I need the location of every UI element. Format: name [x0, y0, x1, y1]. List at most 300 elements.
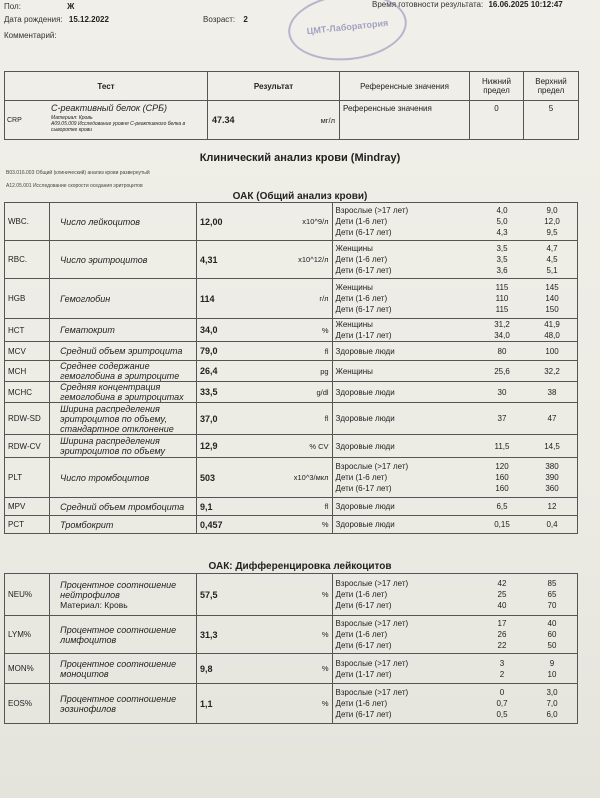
col-upper: Верхний предел — [524, 72, 579, 101]
reference-row — [333, 658, 577, 669]
reference-row — [333, 441, 577, 452]
reference-row — [333, 387, 577, 398]
test-name: Число тромбоцитов — [60, 472, 150, 483]
test-name: Ширина распределения эритроцитов по объему, стандартное отклонение — [60, 403, 174, 434]
test-code: RDW-CV — [5, 435, 50, 458]
cbc-service-1: B03.016.003 Общий (клинический) анализ крови развернутый — [6, 170, 150, 176]
crp-material: Материал: Кровь — [51, 115, 93, 121]
reference-upper: 9,0 — [546, 206, 558, 215]
reference-label: Взрослые (>17 лет) — [335, 658, 409, 668]
result-cell — [197, 516, 333, 534]
comment-label: Комментарий: — [4, 31, 57, 40]
result-value: 31,3 — [200, 629, 218, 640]
result-value: 12,00 — [200, 216, 223, 227]
test-name-cell — [50, 342, 197, 361]
result-unit: fl — [324, 414, 329, 423]
crp-method: A09.05.009 Исследование уровня С-реактивного белка в сыворотке крови — [51, 121, 186, 133]
reference-row — [333, 501, 577, 512]
reference-row — [333, 205, 577, 216]
reference-upper: 41,9 — [544, 320, 560, 329]
reference-row — [333, 282, 577, 293]
reference-list — [333, 658, 577, 680]
reference-label: Дети (6-17 лет) — [335, 710, 392, 719]
test-name-cell — [50, 279, 197, 319]
test-name-cell — [50, 435, 197, 458]
reference-upper: 47 — [547, 414, 557, 423]
reference-lower: 4,3 — [496, 228, 508, 237]
test-name-cell — [50, 684, 197, 724]
reference-cell — [332, 319, 577, 342]
reference-upper: 9,5 — [546, 228, 558, 237]
reference-row — [333, 366, 577, 377]
reference-upper: 4,5 — [546, 255, 558, 264]
table-row — [5, 498, 578, 516]
reference-label: Здоровые люди — [335, 441, 395, 451]
test-name: Ширина распределения эритроцитов по объему — [60, 436, 166, 456]
reference-label: Взрослые (>17 лет) — [335, 206, 409, 215]
reference-upper: 40 — [547, 619, 557, 628]
reference-lower: 160 — [495, 484, 509, 493]
reference-label: Женщины — [335, 283, 373, 292]
test-name: Процентное соотношение лимфоцитов — [60, 624, 177, 645]
test-name: Гемоглобин — [60, 293, 111, 304]
reference-lower: 31,2 — [494, 320, 510, 329]
test-code: MCHC — [5, 382, 50, 403]
reference-label: Здоровые люди — [335, 414, 395, 423]
diff-table — [4, 573, 578, 724]
reference-row — [333, 319, 577, 330]
reference-row — [333, 254, 577, 265]
reference-upper: 14,5 — [544, 441, 560, 451]
reference-upper: 60 — [547, 630, 557, 639]
crp-result: 47.34 — [212, 115, 235, 125]
reference-label: Дети (6-17 лет) — [335, 228, 392, 237]
reference-upper: 140 — [545, 294, 559, 303]
reference-cell — [332, 241, 577, 279]
reference-lower: 30 — [497, 387, 507, 397]
reference-label: Дети (1-6 лет) — [335, 630, 388, 639]
table-row — [5, 382, 578, 403]
birth-value: 15.12.2022 — [68, 15, 109, 24]
reference-label: Взрослые (>17 лет) — [335, 462, 409, 471]
result-cell — [197, 458, 333, 498]
reference-upper: 100 — [545, 346, 559, 356]
ready-label: Время готовности результата: — [372, 0, 484, 9]
reference-label: Здоровые люди — [335, 520, 395, 529]
table-header-row — [5, 72, 579, 101]
reference-lower: 5,0 — [496, 217, 508, 226]
result-cell — [197, 241, 333, 279]
lab-stamp: ЦМТ-Лаборатория — [285, 0, 410, 66]
reference-row — [333, 698, 577, 709]
table-row — [5, 616, 578, 654]
result-unit: x10^3/мкл — [293, 473, 329, 482]
result-cell — [197, 203, 333, 241]
reference-label: Взрослые (>17 лет) — [335, 619, 409, 628]
reference-upper: 6,0 — [546, 710, 558, 719]
cbc-title: Клинический анализ крови (Mindray) — [199, 152, 401, 164]
test-name-cell — [50, 319, 197, 342]
result-unit: x10^9/л — [302, 217, 329, 226]
reference-cell — [332, 616, 577, 654]
table-row — [5, 403, 578, 435]
test-name-cell — [50, 403, 197, 435]
reference-label: Здоровые люди — [335, 346, 395, 356]
crp-name: С-реактивный белок (СРБ) — [51, 103, 167, 113]
age-label: Возраст: — [203, 15, 236, 24]
reference-cell — [332, 403, 577, 435]
reference-list — [333, 519, 577, 530]
reference-lower: 160 — [495, 473, 509, 482]
test-name-cell — [50, 382, 197, 403]
ready-value: 16.06.2025 10:12:47 — [488, 0, 563, 9]
test-code: MCV — [5, 342, 50, 361]
reference-lower: 4,0 — [496, 206, 508, 215]
test-name-cell — [50, 458, 197, 498]
result-cell — [197, 403, 333, 435]
test-code: LYM% — [5, 616, 50, 654]
test-code: RBC. — [5, 241, 50, 279]
test-name: Число эритроцитов — [60, 254, 148, 265]
reference-label: Женщины — [335, 244, 373, 253]
reference-lower: 42 — [497, 579, 507, 588]
table-row — [5, 574, 578, 616]
reference-lower: 25 — [497, 590, 507, 599]
reference-cell — [332, 684, 577, 724]
reference-row — [333, 472, 577, 483]
reference-list — [333, 282, 577, 315]
reference-row — [333, 578, 577, 589]
test-code: HCT — [5, 319, 50, 342]
reference-label: Дети (1-6 лет) — [335, 699, 388, 708]
result-unit: x10^12/л — [298, 255, 329, 264]
reference-upper: 50 — [547, 641, 557, 650]
table-row — [5, 684, 578, 724]
cbc-service-2: A12.05.001 Исследование скорости оседания эритроцитов — [6, 183, 143, 189]
test-name: Гематокрит — [60, 325, 115, 335]
reference-lower: 3,5 — [496, 255, 508, 264]
crp-code: CRP — [7, 116, 22, 124]
result-unit: pg — [320, 366, 329, 376]
crp-table — [4, 71, 579, 140]
diff-title: ОАК: Дифференцировка лейкоцитов — [208, 561, 392, 572]
reference-list — [333, 687, 577, 720]
result-value: 503 — [200, 472, 216, 483]
reference-row — [333, 669, 577, 680]
result-value: 26,4 — [200, 366, 218, 376]
test-material: Материал: Кровь — [60, 599, 128, 610]
test-name-cell — [50, 516, 197, 534]
reference-row — [333, 629, 577, 640]
reference-upper: 9 — [549, 658, 555, 668]
reference-upper: 32,2 — [544, 366, 560, 376]
result-unit: % — [321, 630, 329, 639]
reference-list — [333, 205, 577, 238]
reference-upper: 70 — [547, 601, 557, 610]
result-unit: % — [321, 699, 329, 708]
reference-lower: 0,5 — [496, 710, 508, 719]
reference-list — [333, 346, 577, 357]
result-value: 1,1 — [200, 698, 213, 709]
test-name: Процентное соотношение эозинофилов — [60, 693, 177, 714]
crp-upper: 5 — [524, 101, 579, 140]
reference-label: Взрослые (>17 лет) — [335, 688, 409, 697]
result-value: 79,0 — [200, 346, 218, 356]
result-cell — [197, 574, 333, 616]
reference-cell — [332, 361, 577, 382]
reference-label: Дети (6-17 лет) — [335, 305, 392, 314]
table-row — [5, 279, 578, 319]
reference-lower: 0,15 — [494, 520, 510, 529]
reference-row — [333, 618, 577, 629]
reference-label: Дети (1-6 лет) — [335, 255, 388, 264]
test-name: Тромбокрит — [60, 519, 114, 530]
reference-label: Дети (1-17 лет) — [335, 331, 392, 340]
test-name: Средний объем эритроцита — [60, 346, 183, 356]
result-cell — [197, 361, 333, 382]
reference-upper: 0,4 — [546, 520, 558, 529]
reference-lower: 120 — [495, 462, 509, 471]
result-value: 33,5 — [200, 387, 218, 397]
reference-upper: 150 — [545, 305, 559, 314]
reference-row — [333, 243, 577, 254]
reference-row — [333, 600, 577, 611]
test-name: Среднее содержание гемоглобина в эритроците — [60, 361, 180, 381]
reference-lower: 22 — [497, 641, 507, 650]
test-code: MCH — [5, 361, 50, 382]
reference-cell — [332, 458, 577, 498]
reference-lower: 34,0 — [494, 331, 510, 340]
reference-label: Женщины — [335, 366, 373, 376]
reference-list — [333, 413, 577, 424]
table-row — [5, 342, 578, 361]
reference-row — [333, 304, 577, 315]
reference-row — [333, 413, 577, 424]
reference-label: Дети (6-17 лет) — [335, 484, 392, 493]
col-test: Тест — [5, 72, 208, 101]
reference-row — [333, 589, 577, 600]
cbc-table — [4, 202, 578, 534]
reference-lower: 110 — [495, 294, 509, 303]
reference-list — [333, 319, 577, 341]
result-cell — [197, 435, 333, 458]
reference-lower: 40 — [497, 601, 507, 610]
test-code: NEU% — [5, 574, 50, 616]
reference-cell — [332, 435, 577, 458]
crp-lower: 0 — [470, 101, 524, 140]
reference-upper: 38 — [547, 387, 557, 397]
test-code: EOS% — [5, 684, 50, 724]
reference-row — [333, 687, 577, 698]
crp-unit: мг/л — [320, 115, 335, 125]
test-code: PCT — [5, 516, 50, 534]
reference-label: Здоровые люди — [335, 387, 395, 397]
reference-list — [333, 387, 577, 398]
reference-label: Дети (6-17 лет) — [335, 601, 392, 610]
reference-cell — [332, 382, 577, 403]
test-code: WBC. — [5, 203, 50, 241]
result-cell — [197, 319, 333, 342]
result-unit: % — [321, 325, 329, 335]
reference-row — [333, 483, 577, 494]
reference-list — [333, 441, 577, 452]
reference-lower: 2 — [499, 669, 505, 679]
reference-upper: 360 — [545, 484, 559, 493]
age-field — [203, 15, 248, 24]
result-cell — [197, 684, 333, 724]
reference-label: Женщины — [335, 320, 373, 329]
reference-list — [333, 578, 577, 611]
result-cell — [197, 279, 333, 319]
reference-label: Дети (1-17 лет) — [335, 669, 392, 679]
reference-lower: 0 — [499, 688, 505, 697]
result-value: 114 — [200, 293, 215, 304]
test-name-cell — [50, 616, 197, 654]
table-row — [5, 241, 578, 279]
reference-cell — [332, 516, 577, 534]
result-cell — [197, 382, 333, 403]
result-value: 0,457 — [200, 519, 223, 530]
result-unit: fl — [324, 502, 329, 511]
test-code: RDW-SD — [5, 403, 50, 435]
reference-list — [333, 618, 577, 651]
test-name: Процентное соотношение нейтрофилов — [60, 579, 177, 600]
result-value: 9,1 — [200, 501, 213, 512]
test-code: MPV — [5, 498, 50, 516]
reference-upper: 7,0 — [546, 699, 558, 708]
reference-cell — [332, 279, 577, 319]
reference-label: Дети (6-17 лет) — [335, 266, 392, 275]
reference-lower: 11,5 — [494, 441, 510, 451]
reference-lower: 115 — [495, 305, 509, 314]
table-row — [5, 203, 578, 241]
result-unit: % — [321, 664, 329, 673]
test-name-cell — [50, 361, 197, 382]
crp-test-cell — [5, 101, 208, 140]
result-value: 12,9 — [200, 441, 218, 451]
test-name: Средняя концентрация гемоглобина в эритроцитах — [60, 382, 184, 402]
reference-upper: 145 — [545, 283, 559, 292]
reference-lower: 3,6 — [496, 266, 508, 275]
reference-upper: 380 — [545, 462, 559, 471]
reference-label: Дети (1-6 лет) — [335, 217, 388, 226]
reference-lower: 26 — [497, 630, 507, 639]
result-cell — [197, 498, 333, 516]
sex-label: Пол: — [4, 2, 21, 11]
result-unit: fl — [324, 346, 329, 356]
sex-field — [4, 2, 74, 11]
reference-upper: 12,0 — [544, 217, 560, 226]
result-cell — [197, 616, 333, 654]
reference-cell — [332, 203, 577, 241]
result-value: 34,0 — [200, 325, 218, 335]
table-row — [5, 458, 578, 498]
birth-label: Дата рождения: — [4, 15, 63, 24]
test-name: Число лейкоцитов — [60, 216, 140, 227]
reference-row — [333, 461, 577, 472]
reference-lower: 3,5 — [496, 244, 508, 253]
oak-title: ОАК (Общий анализ крови) — [232, 191, 368, 202]
table-row — [5, 654, 578, 684]
reference-cell — [332, 342, 577, 361]
crp-ref: Референсные значения — [340, 101, 470, 140]
reference-row — [333, 640, 577, 651]
table-row — [5, 319, 578, 342]
reference-lower: 6,5 — [496, 502, 508, 511]
reference-upper: 10 — [547, 669, 557, 679]
result-cell — [197, 342, 333, 361]
test-name-cell — [50, 241, 197, 279]
test-name-cell — [50, 574, 197, 616]
age-value: 2 — [243, 15, 248, 24]
reference-list — [333, 366, 577, 377]
reference-cell — [332, 574, 577, 616]
reference-upper: 4,7 — [546, 244, 558, 253]
test-code: MON% — [5, 654, 50, 684]
test-name-cell — [50, 654, 197, 684]
reference-row — [333, 293, 577, 304]
reference-row — [333, 216, 577, 227]
reference-row — [333, 227, 577, 238]
test-code: PLT — [5, 458, 50, 498]
reference-row — [333, 265, 577, 276]
table-row — [5, 435, 578, 458]
reference-upper: 12 — [547, 502, 557, 511]
test-name: Средний объем тромбоцита — [60, 501, 185, 512]
reference-upper: 85 — [547, 579, 557, 588]
reference-row — [333, 346, 577, 357]
reference-list — [333, 501, 577, 512]
reference-lower: 0,7 — [496, 699, 508, 708]
col-result: Результат — [208, 72, 340, 101]
reference-lower: 17 — [497, 619, 507, 628]
reference-label: Дети (1-6 лет) — [335, 294, 388, 303]
reference-lower: 3 — [499, 658, 505, 668]
result-value: 4,31 — [200, 254, 218, 265]
test-name: Процентное соотношение моноцитов — [60, 658, 177, 679]
reference-lower: 80 — [497, 346, 507, 356]
sex-value: Ж — [67, 2, 75, 11]
reference-row — [333, 709, 577, 720]
table-row — [5, 101, 579, 140]
reference-list — [333, 461, 577, 494]
reference-label: Дети (6-17 лет) — [335, 641, 392, 650]
result-value: 37,0 — [200, 413, 218, 424]
col-lower: Нижний предел — [470, 72, 524, 101]
test-name-cell — [50, 203, 197, 241]
reference-lower: 25,6 — [494, 366, 510, 376]
result-cell — [197, 654, 333, 684]
reference-upper: 65 — [547, 590, 557, 599]
col-reference: Референсные значения — [340, 72, 470, 101]
test-name-cell — [50, 498, 197, 516]
result-unit: % — [321, 590, 329, 599]
reference-upper: 48,0 — [544, 331, 560, 340]
birth-field — [4, 15, 109, 24]
table-row — [5, 361, 578, 382]
result-unit: % CV — [309, 441, 329, 451]
test-code: HGB — [5, 279, 50, 319]
result-unit: g/dl — [316, 387, 329, 397]
reference-label: Дети (1-6 лет) — [335, 590, 388, 599]
reference-label: Взрослые (>17 лет) — [335, 579, 409, 588]
result-value: 57,5 — [200, 589, 218, 600]
crp-result-cell — [208, 101, 340, 140]
reference-row — [333, 330, 577, 341]
reference-upper: 390 — [545, 473, 559, 482]
reference-cell — [332, 654, 577, 684]
reference-label: Дети (1-6 лет) — [335, 473, 388, 482]
